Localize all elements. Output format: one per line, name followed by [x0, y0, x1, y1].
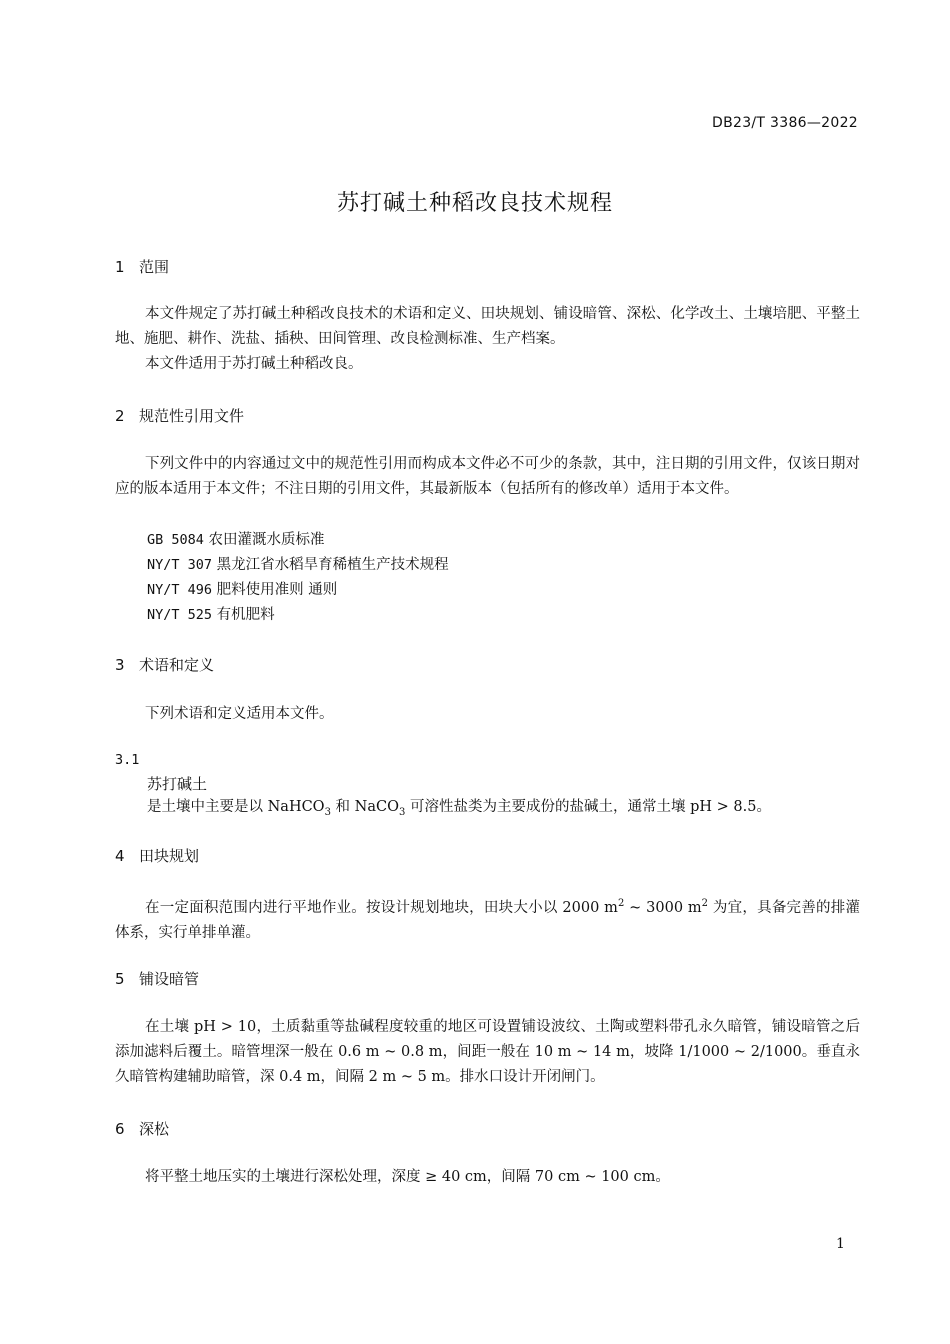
section-2-heading: [115, 405, 244, 426]
reference-item: [147, 553, 449, 574]
section-number: 4: [115, 847, 125, 865]
superscript: 2: [617, 898, 625, 909]
reference-code: NY/T 525: [147, 607, 213, 623]
section-number: 5: [115, 970, 125, 988]
paragraph-text: ~ 3000 m: [624, 899, 702, 916]
section-title: 术语和定义: [139, 656, 215, 674]
reference-name: 有机肥料: [216, 607, 275, 623]
term-definition: [147, 795, 771, 818]
section-3-paragraph-1: 下列术语和定义适用本文件。: [145, 706, 334, 722]
section-1-paragraph-1: 本文件规定了苏打碱土种稻改良技术的术语和定义、田块规划、铺设暗管、深松、化学改土、土壤培肥、平整土地、施肥、耕作、洗盐、插秧、田间管理、改良检测标准、生产档案。: [115, 306, 860, 347]
subscript: 3: [324, 806, 331, 818]
subsection-number: 3.1: [115, 752, 140, 768]
section-2-paragraph-1: 下列文件中的内容通过文中的规范性引用而构成本文件必不可少的条款，其中，注日期的引用文件，仅该日期对应的版本适用于本文件；不注日期的引用文件，其最新版本（包括所有的修改单）适用于本文件。: [115, 456, 860, 497]
section-title: 深松: [139, 1120, 170, 1138]
section-3-heading: [115, 654, 214, 675]
section-1-heading: [115, 256, 169, 277]
page-number: 1: [836, 1236, 845, 1252]
reference-name: 肥料使用准则 通则: [216, 582, 338, 598]
reference-name: 农田灌溉水质标准: [208, 532, 325, 548]
section-title: 规范性引用文件: [139, 407, 245, 425]
document-title: 苏打碱土种稻改良技术规程: [336, 191, 613, 216]
reference-item: [147, 528, 325, 549]
section-5-heading: [115, 968, 199, 989]
section-title: 铺设暗管: [139, 970, 200, 988]
section-number: 1: [115, 258, 125, 276]
reference-code: NY/T 307: [147, 557, 213, 573]
section-1-paragraph-2: 本文件适用于苏打碱土种稻改良。: [145, 356, 363, 372]
section-number: 6: [115, 1120, 125, 1138]
paragraph-text: 在一定面积范围内进行平地作业。按设计规划地块，田块大小以 2000 m: [145, 899, 618, 916]
section-6-heading: [115, 1118, 169, 1139]
section-number: 3: [115, 656, 125, 674]
section-title: 范围: [139, 258, 170, 276]
section-5-paragraph-1: 在土壤 pH > 10，土质黏重等盐碱程度较重的地区可设置铺设波纹、土陶或塑料带孔永久暗管，铺设暗管之后添加滤料后覆土。暗管埋深一般在 0.6 m ~ 0.8 m，间距一般在 10 m ~ 14 m，坡降 1/1000 ~ 2/1000。垂直永久暗管构建辅助暗管，深 0.4 m，间隔 2 m ~ 5 m。排水口设计开闭闸门。: [115, 1019, 860, 1085]
document-number: DB23/T 3386—2022: [712, 115, 858, 131]
subscript: 3: [399, 806, 406, 818]
term-name: 苏打碱土: [147, 775, 208, 793]
reference-code: NY/T 496: [147, 582, 213, 598]
reference-code: GB 5084: [147, 532, 204, 548]
paragraph-text: 为宜，具备完善的排灌体系，实行单排单灌。: [115, 899, 860, 941]
section-number: 2: [115, 407, 125, 425]
section-4-paragraph-1: [115, 891, 860, 946]
definition-text: 和 NaCO: [330, 799, 399, 815]
reference-name: 黑龙江省水稻旱育稀植生产技术规程: [216, 557, 449, 573]
definition-text: 可溶性盐类为主要成份的盐碱土，通常土壤 pH > 8.5。: [405, 799, 771, 815]
superscript: 2: [701, 898, 709, 909]
reference-item: [147, 578, 337, 599]
definition-text: 是土壤中主要是以 NaHCO: [147, 799, 325, 815]
section-title: 田块规划: [139, 847, 200, 865]
section-4-heading: [115, 845, 199, 866]
reference-item: [147, 603, 275, 624]
section-6-paragraph-1: 将平整土地压实的土壤进行深松处理，深度 ≥ 40 cm，间隔 70 cm ~ 100 cm。: [145, 1169, 670, 1185]
